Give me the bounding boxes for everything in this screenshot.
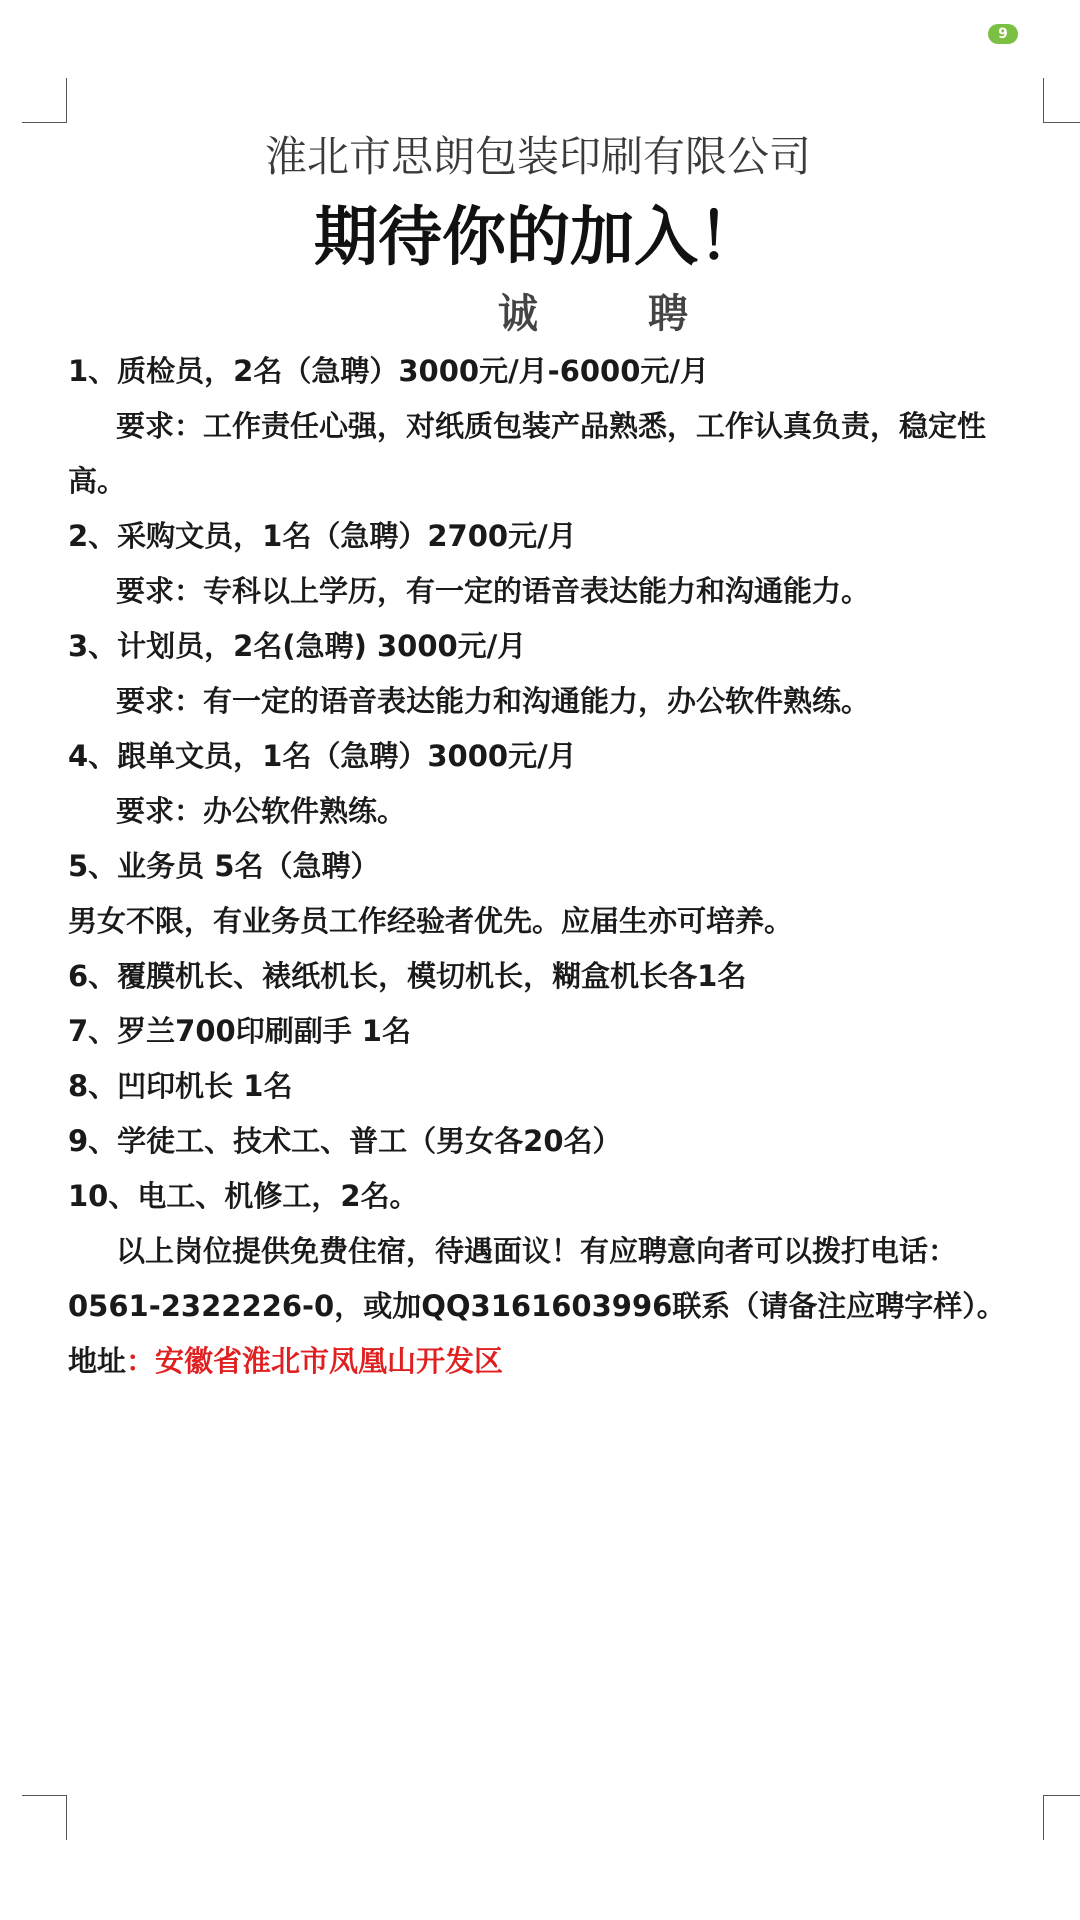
slogan-title: 期待你的加入！ xyxy=(314,201,762,275)
closing-paragraph: 以上岗位提供免费住宿，待遇面议！有应聘意向者可以拨打电话：0561-2322226-0，或加QQ3161603996联系（请备注应聘字样）。 xyxy=(68,1234,1006,1323)
job-item-1: 1、质检员，2名（急聘）3000元/月-6000元/月 xyxy=(68,354,710,388)
job-requirement-5: 男女不限，有业务员工作经验者优先。应届生亦可培养。 xyxy=(68,904,794,938)
job-item-9: 9、学徒工、技术工、普工（男女各20名） xyxy=(68,1124,622,1158)
job-requirement-4: 要求：办公软件熟练。 xyxy=(116,794,407,828)
address-label: 地址 xyxy=(68,1344,127,1378)
job-item-8: 8、凹印机长 1名 xyxy=(68,1069,293,1103)
crop-mark-bottom-left xyxy=(22,1795,67,1840)
document-page xyxy=(68,122,1038,1389)
job-item-2: 2、采购文员，1名（急聘）2700元/月 xyxy=(68,519,577,553)
job-item-3: 3、计划员，2名(急聘) 3000元/月 xyxy=(68,629,527,663)
crop-mark-bottom-right xyxy=(1043,1795,1080,1840)
address-value: ：安徽省淮北市凤凰山开发区 xyxy=(126,1344,504,1378)
app-logo-icon: 9 xyxy=(988,24,1018,44)
job-item-6: 6、覆膜机长、裱纸机长，模切机长，糊盒机长各1名 xyxy=(68,959,747,993)
job-requirement-1: 要求：工作责任心强，对纸质包装产品熟悉，工作认真负责，稳定性高。 xyxy=(68,409,987,498)
job-item-7: 7、罗兰700印刷副手 1名 xyxy=(68,1014,411,1048)
recruit-heading: 诚聘 xyxy=(498,291,798,337)
job-item-10: 10、电工、机修工，2名。 xyxy=(68,1179,419,1213)
crop-mark-top-left xyxy=(22,78,67,123)
job-requirement-3: 要求：有一定的语音表达能力和沟通能力，办公软件熟练。 xyxy=(116,684,871,718)
job-item-4: 4、跟单文员，1名（急聘）3000元/月 xyxy=(68,739,577,773)
job-item-5: 5、业务员 5名（急聘） xyxy=(68,849,380,883)
company-name: 淮北市思朗包装印刷有限公司 xyxy=(264,132,811,181)
address-line xyxy=(68,1334,1038,1389)
job-requirement-2: 要求：专科以上学历，有一定的语音表达能力和沟通能力。 xyxy=(116,574,871,608)
crop-mark-top-right xyxy=(1043,78,1080,123)
